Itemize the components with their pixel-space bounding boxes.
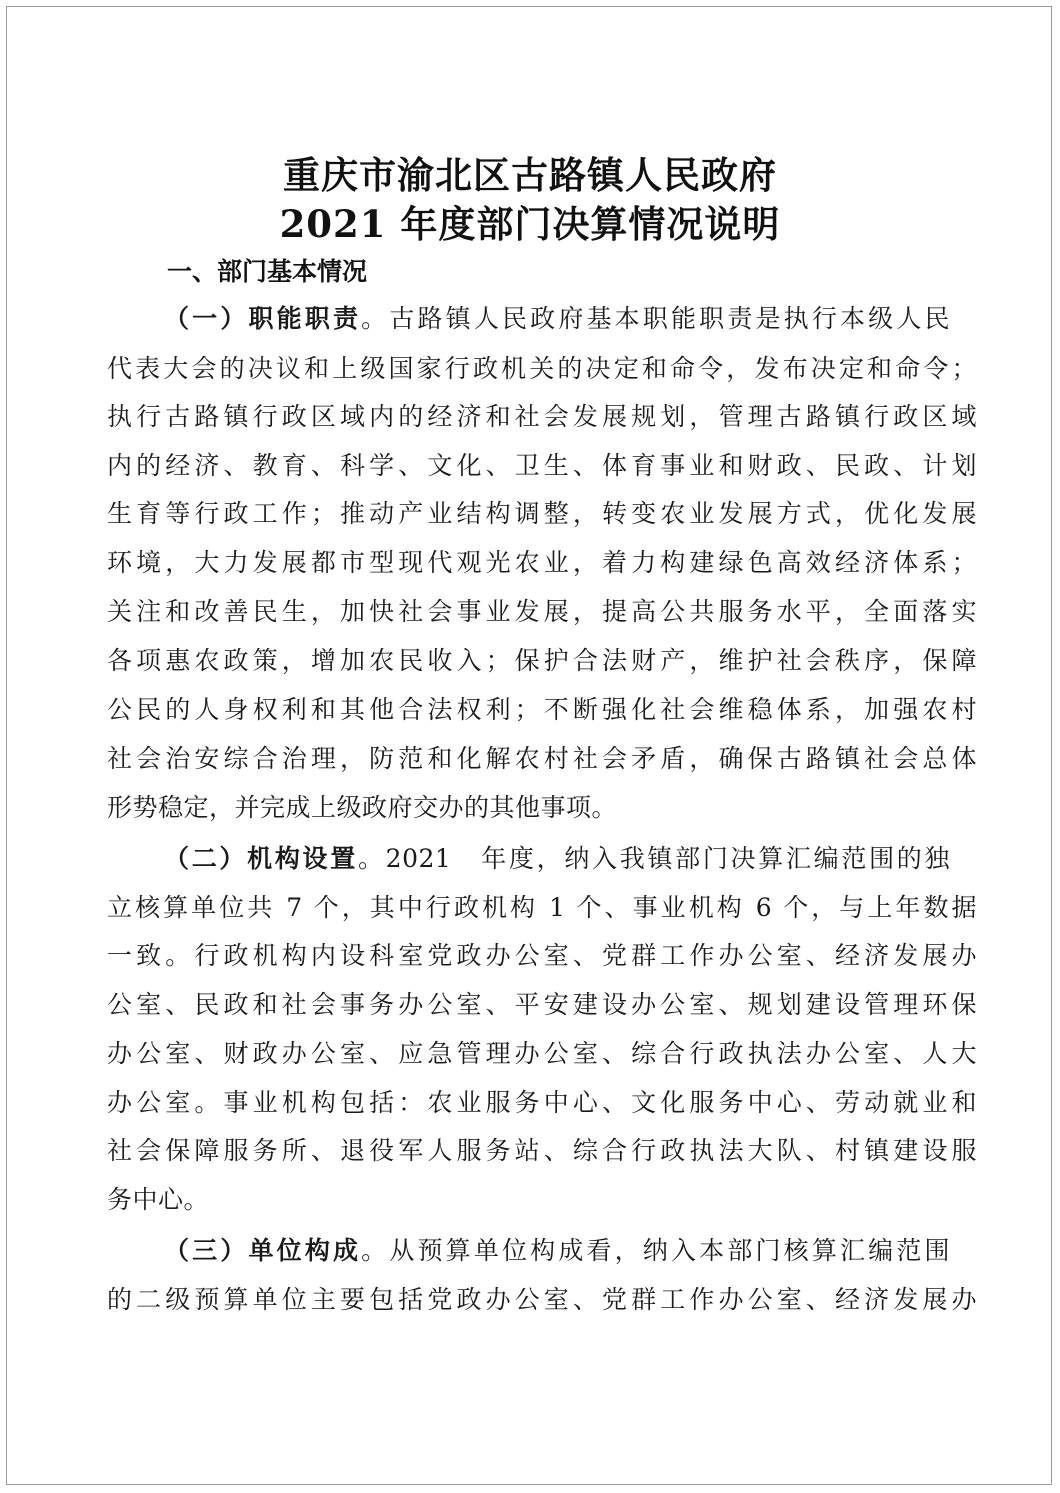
document-page (6, 6, 1052, 1485)
paragraph-line (164, 299, 950, 339)
section-heading: 一、部门基本情况 (167, 257, 368, 286)
paragraph-line (164, 839, 950, 879)
paragraph-line: 的二级预算单位主要包括党政办公室、党群工作办公室、经济发展办 (107, 1285, 977, 1314)
paragraph-line: 各项惠农政策，增加农民收入；保护合法财产，维护社会秩序，保障 (107, 646, 977, 675)
paragraph-line: 形势稳定，并完成上级政府交办的其他事项。 (107, 793, 618, 822)
paragraph-line: 立核算单位共 7 个，其中行政机构 1 个、事业机构 6 个，与上年数据 (107, 893, 977, 922)
paragraph-label: （二）机构设置 (164, 844, 358, 873)
paragraph-line (164, 1231, 950, 1271)
paragraph-line: 执行古路镇行政区域内的经济和社会发展规划，管理古路镇行政区域 (107, 402, 977, 431)
paragraph-line: 生育等行政工作；推动产业结构调整，转变农业发展方式，优化发展 (107, 499, 977, 528)
paragraph-line: 公室、民政和社会事务办公室、平安建设办公室、规划建设管理环保 (107, 990, 977, 1019)
document-title-line2: 2021 年度部门决算情况说明 (279, 202, 781, 246)
paragraph-line: 环境，大力发展都市型现代观光农业，着力构建绿色高效经济体系； (107, 548, 977, 577)
paragraph-line: 务中心。 (107, 1185, 210, 1214)
paragraph-label: （一）职能职责 (164, 304, 362, 333)
paragraph-line: 公民的人身权利和其他合法权利；不断强化社会维稳体系，加强农村 (107, 695, 977, 724)
paragraph-line: 社会治安综合治理，防范和化解农村社会矛盾，确保古路镇社会总体 (107, 744, 977, 773)
paragraph-label: （三）单位构成 (164, 1236, 362, 1265)
paragraph-text: 。古路镇人民政府基本职能职责是执行本级人民 (361, 304, 950, 333)
paragraph-text: 。从预算单位构成看，纳入本部门核算汇编范围 (361, 1236, 950, 1265)
paragraph-line: 关注和改善民生，加快社会事业发展，提高公共服务水平，全面落实 (107, 597, 977, 626)
paragraph-line: 代表大会的决议和上级国家行政机关的决定和命令，发布决定和命令； (107, 354, 977, 383)
document-title-line1: 重庆市渝北区古路镇人民政府 (283, 153, 777, 197)
paragraph-line: 办公室、财政办公室、应急管理办公室、综合行政执法办公室、人大 (107, 1039, 977, 1068)
paragraph-line: 社会保障服务所、退役军人服务站、综合行政执法大队、村镇建设服 (107, 1136, 977, 1165)
paragraph-line: 办公室。事业机构包括：农业服务中心、文化服务中心、劳动就业和 (107, 1088, 977, 1117)
paragraph-line: 内的经济、教育、科学、文化、卫生、体育事业和财政、民政、计划 (107, 451, 977, 480)
paragraph-text: 。2021 年度，纳入我镇部门决算汇编范围的独 (357, 844, 950, 873)
paragraph-line: 一致。行政机构内设科室党政办公室、党群工作办公室、经济发展办 (107, 941, 977, 970)
